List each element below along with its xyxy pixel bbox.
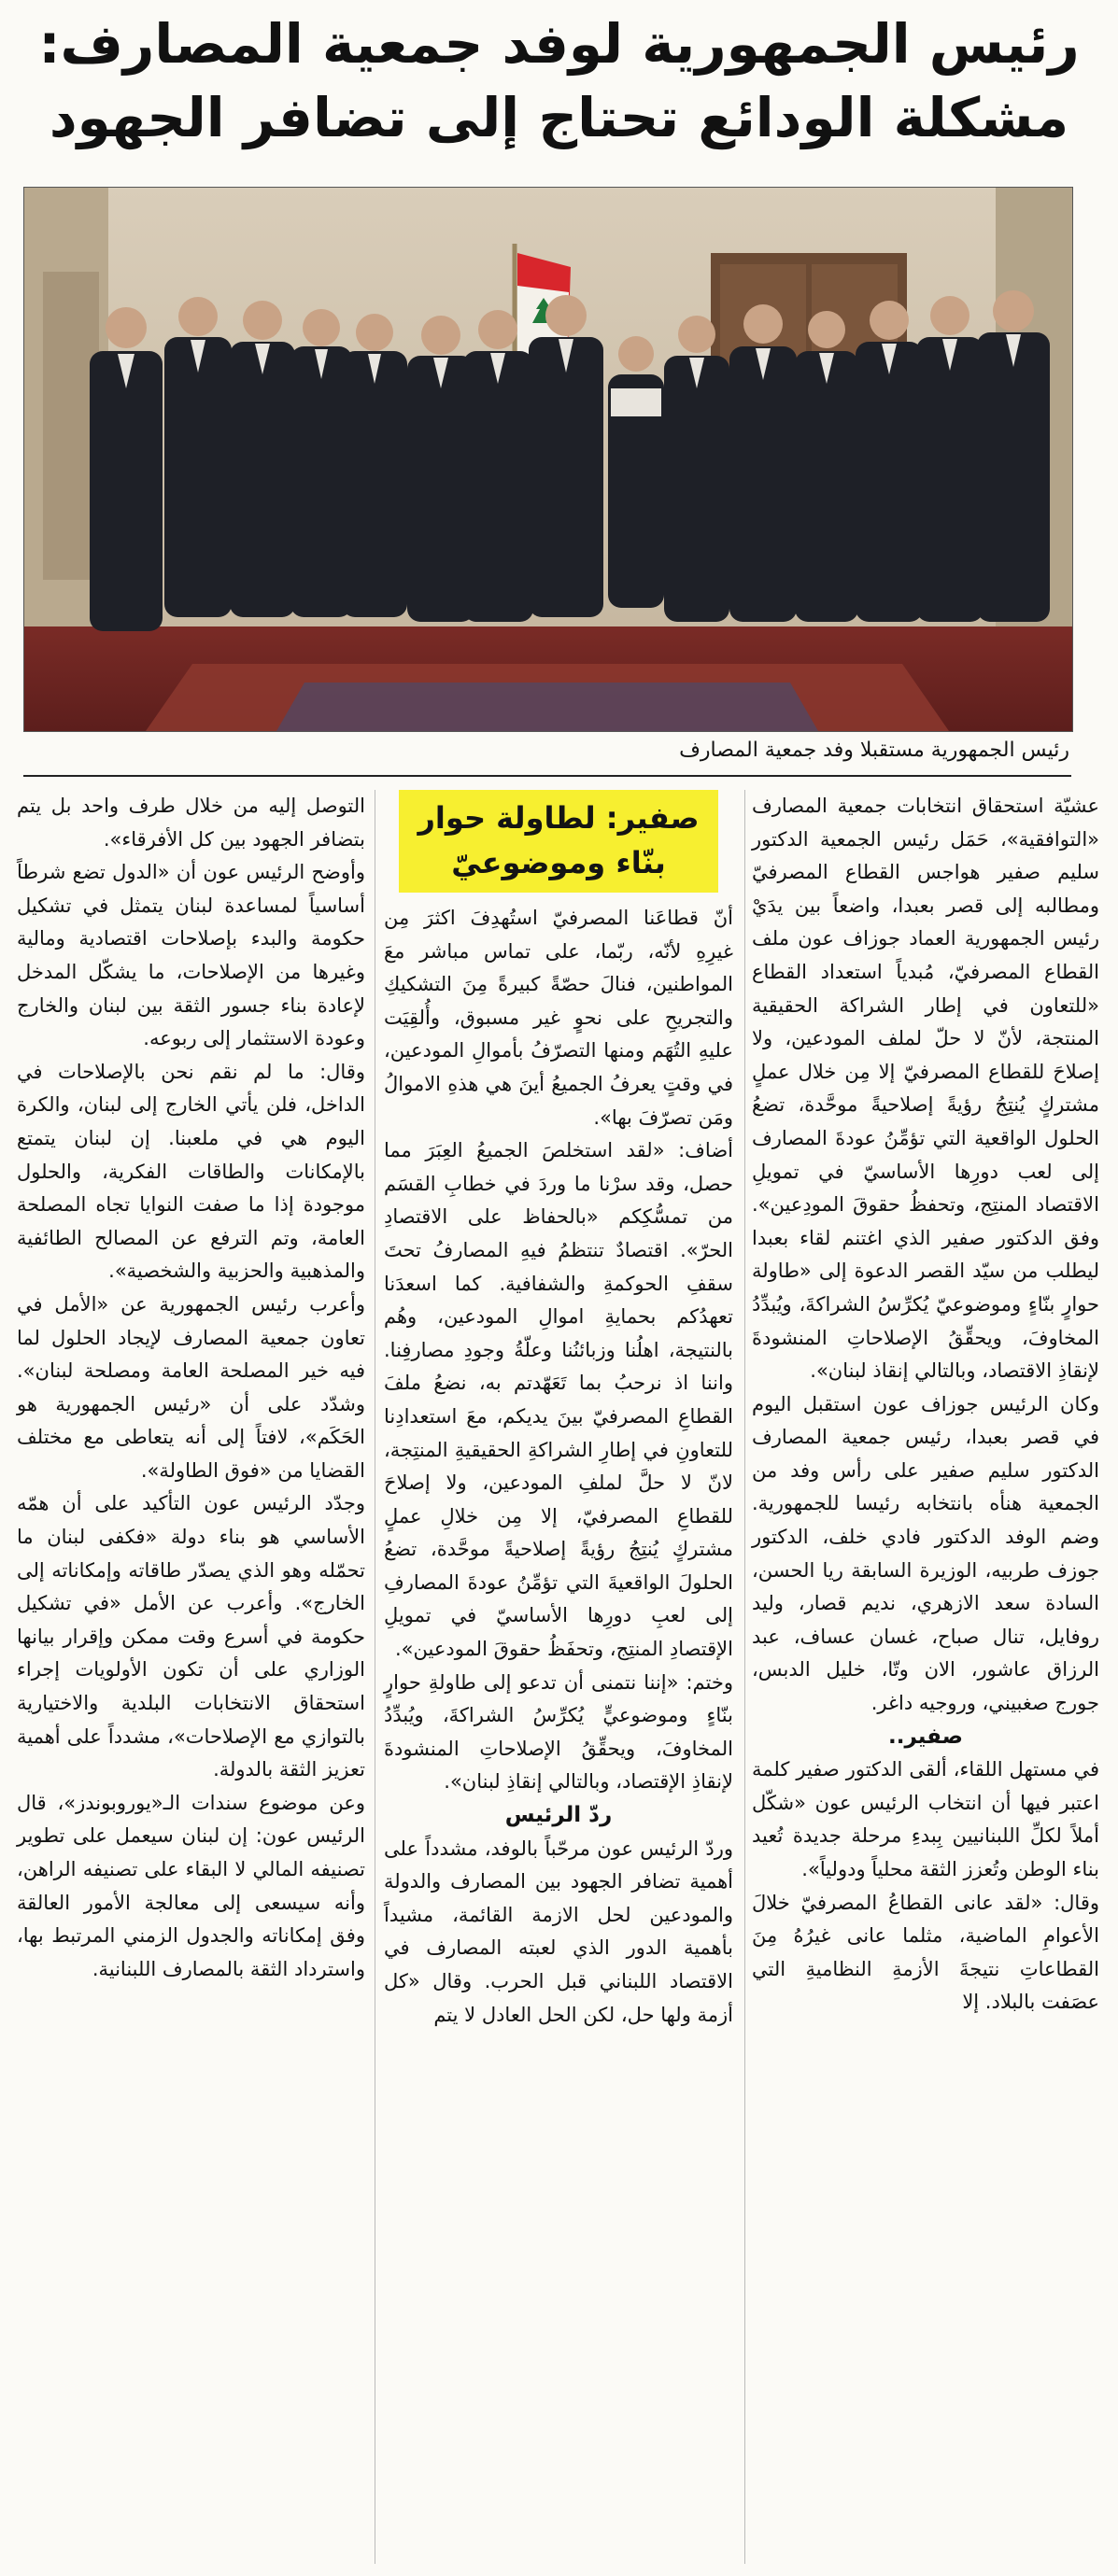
delegation-photo-illustration [24, 188, 1072, 731]
paragraph: التوصل إليه من خلال طرف واحد بل يتم بتضافر الجهود بين كل الأفرقاء». [17, 795, 365, 851]
paragraph: وقال: ما لم نقم نحن بالإصلاحات في الداخل، فلن يأتي الخارج إلى لبنان، والكرة اليوم هي في ملعبنا. إن لبنان يتمتع بالإمكانات والطاقات الفكرية، والحلول موجودة إذا ما صفت النوايا تجاه المصلحة العامة، وتم الترفع عن المصالح الطائفية والمذهبية والحزبية والشخصية». [17, 1060, 365, 1283]
subheading: صفير.. [888, 1724, 963, 1749]
paragraph: وأوضح الرئيس عون أن «الدول تضع شرطاً أساسياً لمساعدة لبنان يتمثل في تشكيل حكومة والبدء بإصلاحات اقتصادية ومالية وغيرها من الإصلاحات، ما يشكّل المدخل لإعادة بناء جسور الثقة بين لبنان والخارج وعودة الاستثمار إلى ربوعه. [17, 861, 365, 1050]
headline [19, 7, 1099, 155]
paragraph: وعن موضوع سندات الـ«يوروبوندز»، قال الرئيس عون: إن لبنان سيعمل على تطوير تصنيفه المالي لا البقاء على تصنيفه الراهن، وأنه سيسعى إلى معالجة الأمور العالقة وفق إمكاناته والجدول الزمني المرتبط بها، واسترداد الثقة بالمصارف اللبنانية. [17, 1791, 365, 1980]
paragraph: وكان الرئيس جوزاف عون استقبل اليوم في قصر بعبدا، رئيس جمعية المصارف الدكتور سليم صفير على رأس وفد من الجمعية هنأه بانتخابه رئيسا للجمهورية. وضم الوفد الدكتور فادي خلف، الدكتور جوزف طربيه، الوزيرة السابقة ريا الحسن، السادة سعد الازهري، نديم قصار، وليد روفايل، تنال صباح، غسان عساف، عبد الرزاق عاشور، الان وتّا، خليل الدبس، جورج صغبيني، وروجيه داغر. [752, 1392, 1099, 1715]
article-column-3 [17, 790, 365, 1986]
pull-quote-box [399, 790, 718, 893]
paragraph: أضاف: «لقد استخلصَ الجميعُ العِبَرَ مما حصل، وقد سرْنا ما وردَ في خطابِ القسَم من تمسُّكِكم «بالحفاظ على الاقتصادِ الحرّ». اقتصادٌ تنتظمُ فيهِ المصارفُ تحتَ سقفِ الحوكمةِ والشفافية. كما اسعدَنا تعهدُكم بحمايةِ اموالِ المودعين، وهُم بالنتيجة، اهلُنا وزبائنُنا وعلّةُ وجودِ مصارفِنا. واننا اذ نرحبُ بما تَعَهّدتم به، نضعُ ملفَ القطاعِ المصرفيّ بينَ يديكم، معَ استعدادِنا للتعاونِ في إطارِ الشراكةِ الحقيقيةِ المنتِجة، لانّ لا حلَّ لملفِ المودعين، ولا إصلاحَ للقطاعِ المصرفيّ، إلا مِن خلالِ عملٍ مشتركٍ يُنتِجُ رؤيةً إصلاحيةً موحَّدة، تضعُ الحلولَ الواقعيةَ التي تؤمِّنُ عودةَ المصارفِ إلى لعبِ دورِها الأساسيّ في تمويلِ الإقتصادِ المنتِج، وتحفَظُ حقوقَ المودعين». [384, 1139, 733, 1661]
paragraph: وقال: «لقد عانى القطاعُ المصرفيّ خلالَ الأعوامِ الماضية، مثلما عانى غيرُهُ مِنَ القطاعاتِ نتيجةَ الأزمةِ النظاميةِ التي عصَفت بالبلاد. إلا [752, 1891, 1099, 2014]
caption-divider [23, 775, 1071, 777]
paragraph: في مستهل اللقاء، ألقى الدكتور صفير كلمة اعتبر فيها أن انتخاب الرئيس عون «شكّل أملاً لكلِّ اللبنانيين بِبدءِ مرحلة جديدة تُعيد بناء الوطن وتُعزز الثقة محلياً ودولياً». [752, 1758, 1099, 1880]
photo-caption: رئيس الجمهورية مستقبلا وفد جمعية المصارف [679, 739, 1069, 762]
article-column-2 [384, 790, 733, 2032]
paragraph: وردّ الرئيس عون مرحّباً بالوفد، مشدداً على أهمية تضافر الجهود بين المصارف والدولة والمودعين لحل الازمة القائمة، مشيداً بأهمية الدور الذي لعبته المصارف في الاقتصاد اللبناني قبل الحرب. وقال «كل أزمة ولها حل، لكن الحل العادل لا يتم [384, 1837, 733, 2026]
article-column-1 [752, 790, 1099, 2020]
headline-line-1: رئيس الجمهورية لوفد جمعية المصارف: [38, 12, 1080, 76]
subheading: ردّ الرئيس [504, 1803, 613, 1828]
paragraph: وختم: «إننا نتمنى أن تدعو إلى طاولةِ حوارٍ بنّاءٍ وموضوعيٍّ يُكرِّسُ الشراكةَ، ويُبدِّدُ المخاوفَ، ويحقِّقُ الإصلاحاتِ المنشودةَ لإنقاذِ الإقتصاد، وبالتالي إنقاذِ لبنان». [384, 1670, 733, 1794]
news-photo [23, 187, 1073, 732]
paragraph: عشيّة استحقاق انتخابات جمعية المصارف «التوافقية»، حَمَل رئيس الجمعية الدكتور سليم صفير هواجس القطاع المصرفيّ ومطالبه إلى قصر بعبدا، واضعاً بين يدَيْ رئيس الجمهورية العماد جوزاف عون ملف القطاع المصرفيّ، مُبدياً استعداد القطاع «للتعاون في إطار الشراكة الحقيقية المنتجة، لأنّ لا حلّ لملف المودعين، ولا إصلاحَ للقطاع المصرفيّ إلا مِن خلال عملٍ مشتركٍ يُنتِجُ رؤيةً إصلاحيةً موحَّدة، تضعُ الحلول الواقعية التي تؤمِّنُ عودةَ المصارف إلى لعب دورِها الأساسيّ في تمويلِ الاقتصاد المنتِج، وتحفظُ حقوقَ المودِعين». وفق الدكتور صفير الذي اغتنم لقاء بعبدا ليطلب من سيّد القصر الدعوة إلى «طاولة حوارٍ بنّاءٍ وموضوعيّ يُكرِّسُ الشراكةَ، ويُبدِّدُ المخاوفَ، ويحقِّقُ الإصلاحاتِ المنشودةَ لإنقاذِ الاقتصاد، وبالتالي إنقاذ لبنان». [752, 795, 1099, 1383]
paragraph: أنّ قطاعَنا المصرفيّ استُهدِفَ اكثرَ مِن غيرِهِ لأنّه، ربّما، على تماس مباشر معَ المواطنين، فنالَ حصّةً كبيرةً مِنَ التشكيكِ والتجريحِ على نحوٍ غير مسبوق، وأُلقِيَت عليهِ التُهَم ومنها التصرّفُ بأموالِ المودعين، في وقتٍ يعرفُ الجميعُ أينَ هي هذهِ الاموالُ ومَن تصرّفَ بها». [384, 907, 733, 1129]
paragraph: وأعرب رئيس الجمهورية عن «الأمل في تعاون جمعية المصارف لإيجاد الحلول لما فيه خير المصلحة العامة ومصلحة لبنان». وشدّد على أن «رئيس الجمهورية هو الحَكَم»، لافتاً إلى أنه يتعاطى مع مختلف القضايا من «فوق الطاولة». [17, 1292, 365, 1482]
column-divider [744, 790, 745, 2564]
paragraph: وجدّد الرئيس عون التأكيد على أن همّه الأساسي هو بناء دولة «فكفى لبنان ما تحمّله وهو الذي يصدّر طاقاته وإمكاناته إلى الخارج». وأعرب عن الأمل «في تشكيل حكومة في أسرع وقت ممكن وإقرار بيانها الوزاري على أن تكون الأولويات إجراء استحقاق الانتخابات البلدية والاختيارية بالتوازي مع الإصلاحات»، مشدداً على أهمية تعزيز الثقة بالدولة. [17, 1492, 365, 1781]
pull-quote-line-2: بنّاء وموضوعيّ [451, 845, 666, 880]
headline-line-2: مشكلة الودائع تحتاج إلى تضافر الجهود [49, 86, 1069, 149]
pull-quote-line-1: صفير: لطاولة حوار [417, 800, 700, 836]
